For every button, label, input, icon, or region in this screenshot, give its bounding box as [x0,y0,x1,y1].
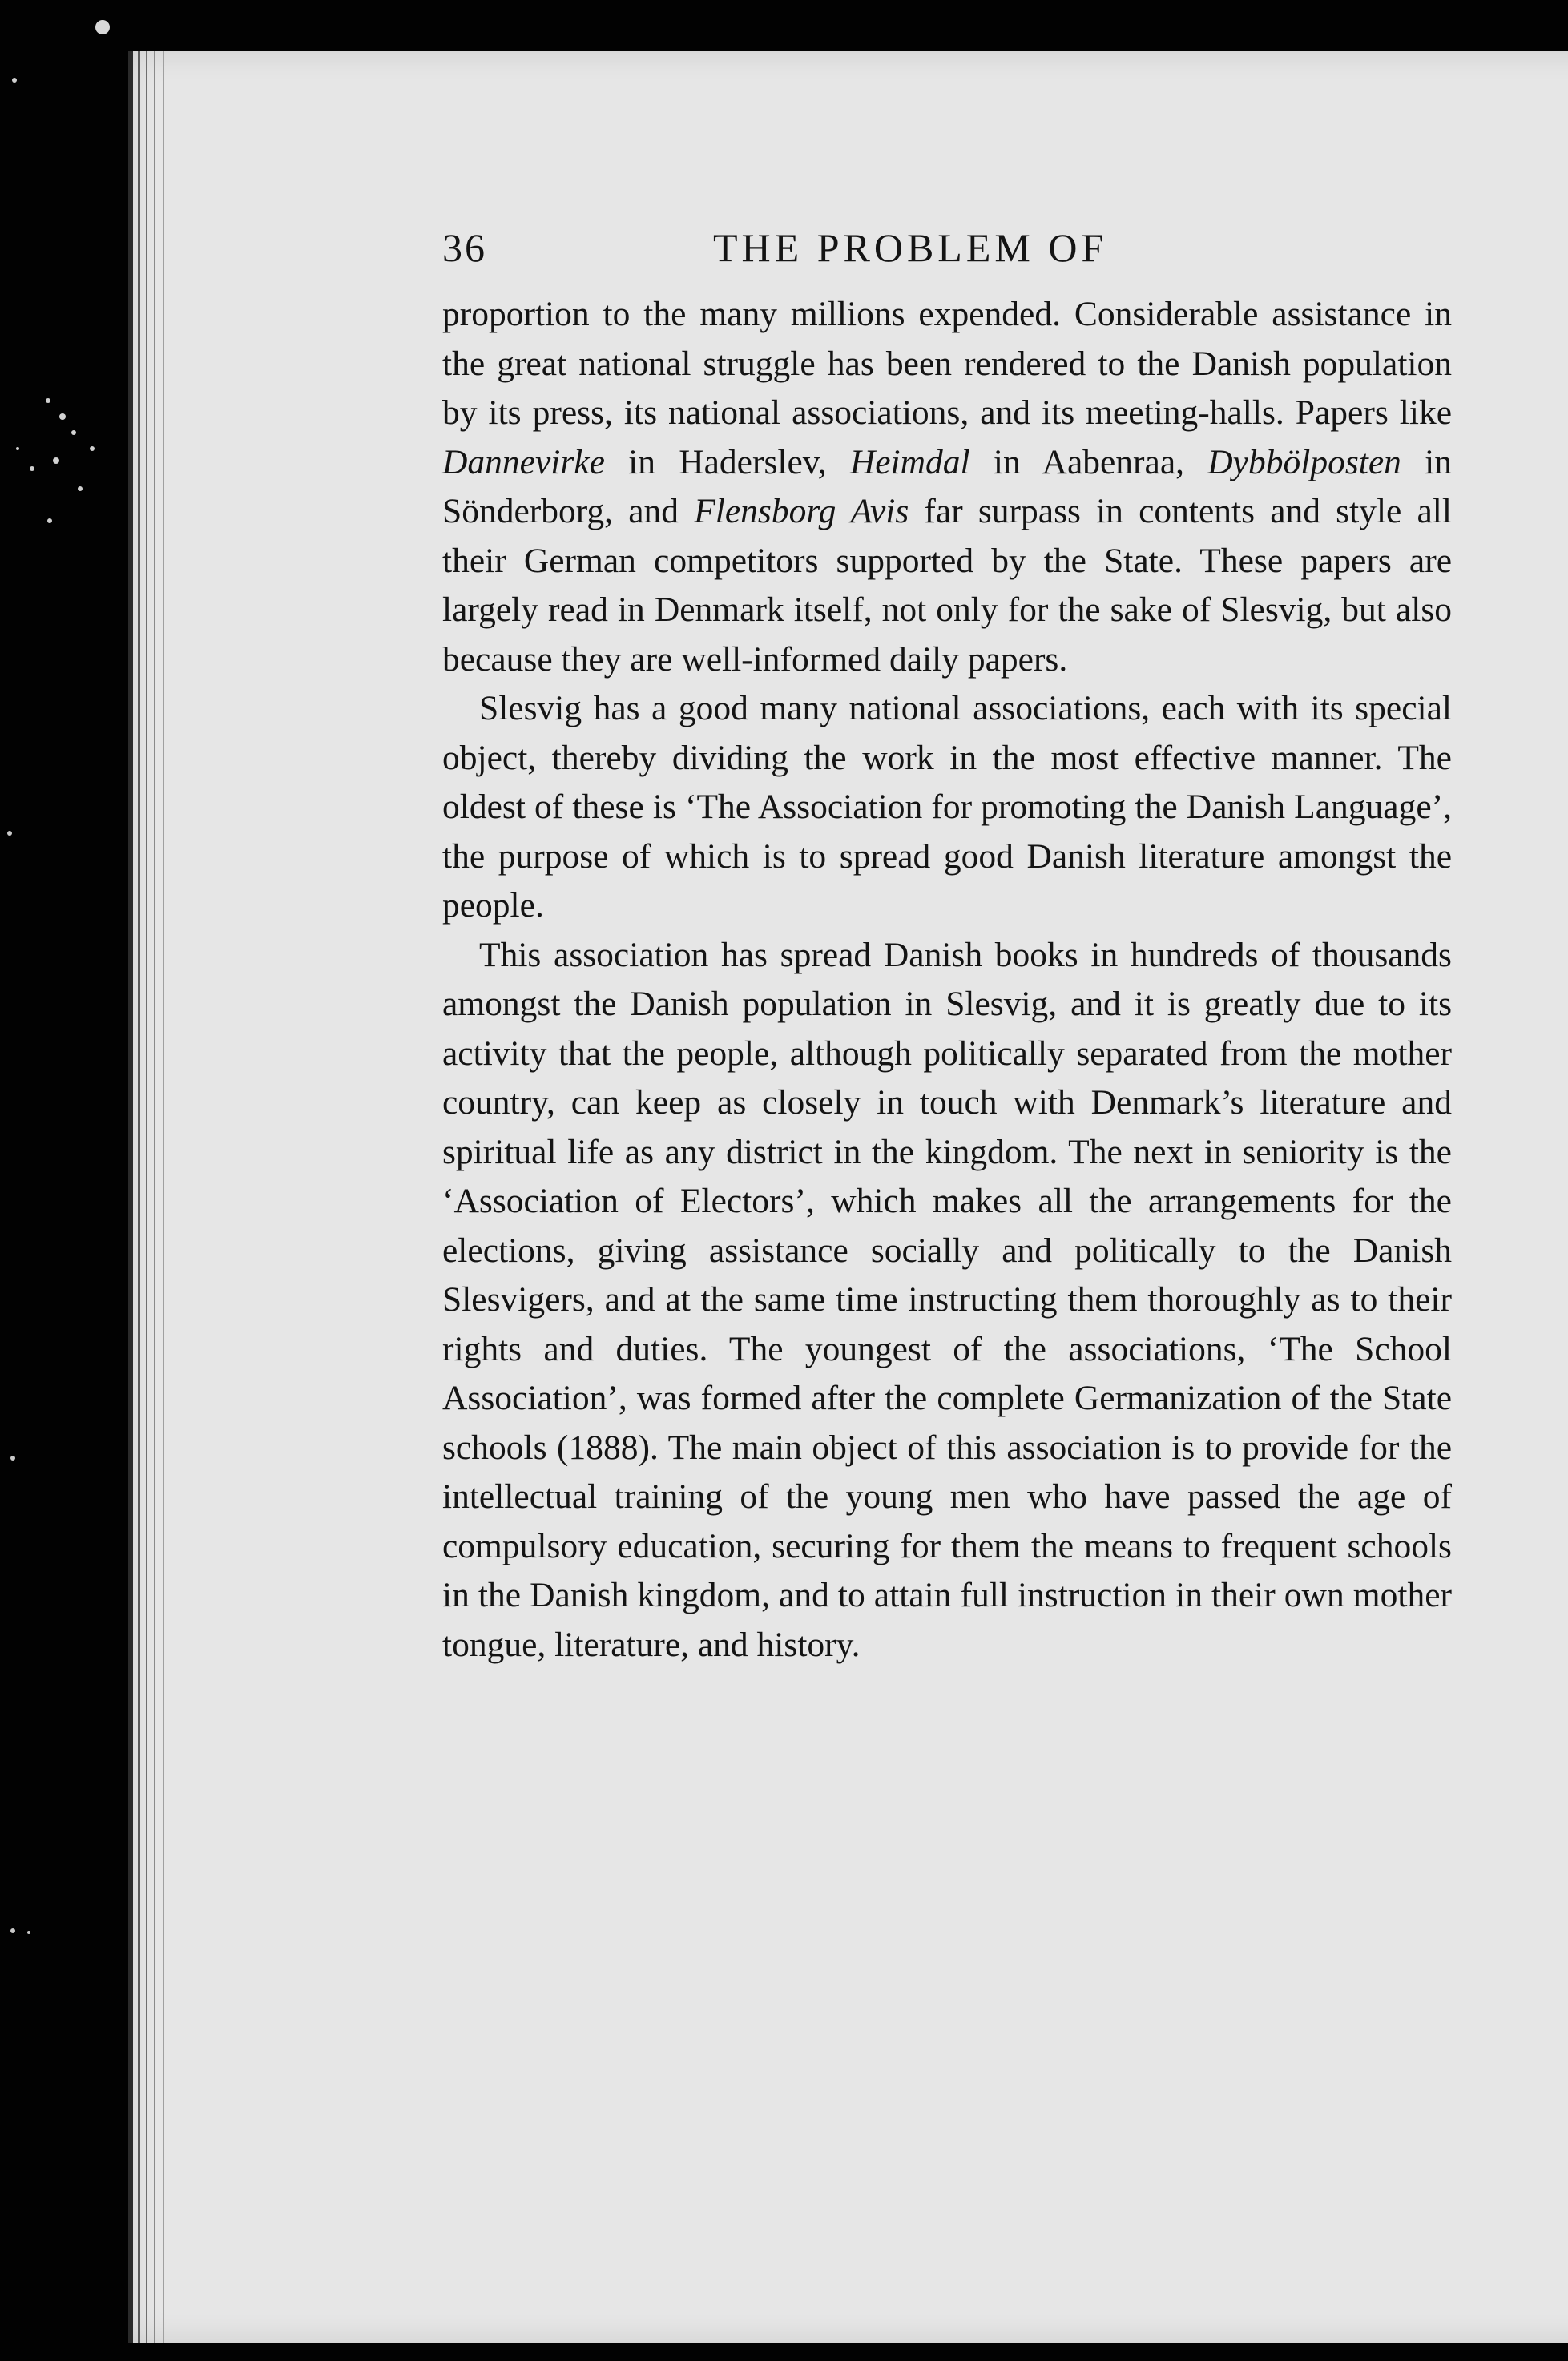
p1-text-3: in Aabenraa, [969,442,1208,481]
page-edge-lines [128,51,192,2343]
p1-italic-dybbolposten: Dybbölposten [1207,442,1401,481]
p1-italic-dannevirke: Dannevirke [442,442,605,481]
book-page [128,51,1568,2343]
text-block [442,218,1452,1670]
p1-text-2: in Haderslev, [604,442,850,481]
paragraph-1 [442,290,1452,684]
running-title: THE PROBLEM OF [713,225,1108,270]
scan-specks [0,0,144,2361]
p1-text-4: in Sönderborg, and [442,442,1452,530]
p1-text-5: far surpass in contents and style all their German competitors supported by the State. These papers are largely read in Denmark itself, not only for the sake of Slesvig, but also because they are well-informed daily papers. [442,492,1452,679]
p1-italic-heimdal: Heimdal [849,442,970,481]
p1-italic-flensborg-avis: Flensborg Avis [694,492,909,530]
page-number: 36 [442,225,487,270]
paragraph-2: Slesvig has a good many national associations, each with its special object, thereby dividing the work in the most effective manner. The oldest of these is ‘The Association for promoting the Danish Language’, the purpose of which is to spread good Danish literature amongst the people. [442,689,1452,925]
p1-text-1: proportion to the many millions expended. Considerable assistance in the great national struggle has been rendered to the Danish population by its press, its national associations, and its meeting-halls. Papers like [442,295,1452,432]
paragraph-3: This association has spread Danish books in hundreds of thousands amongst the Danish population in Slesvig, and it is greatly due to its activity that the people, although politically separated from the mother country, can keep as closely in touch with Denmark’s literature and spiritual life as any district in the kingdom. The next in seniority is the ‘Association of Electors’, which makes all the arrangements for the elections, giving assistance socially and politically to the Danish Slesvigers, and at the same time instructing them thoroughly as to their rights and duties. The youngest of the associations, ‘The School Association’, was formed after the complete Germanization of the State schools (1888). The main object of this association is to provide for the intellectual training of the young men who have passed the age of compulsory education, securing for them the means to frequent schools in the Danish kingdom, and to attain full instruction in their own mother tongue, literature, and history. [442,935,1452,1664]
running-head [442,218,1452,290]
